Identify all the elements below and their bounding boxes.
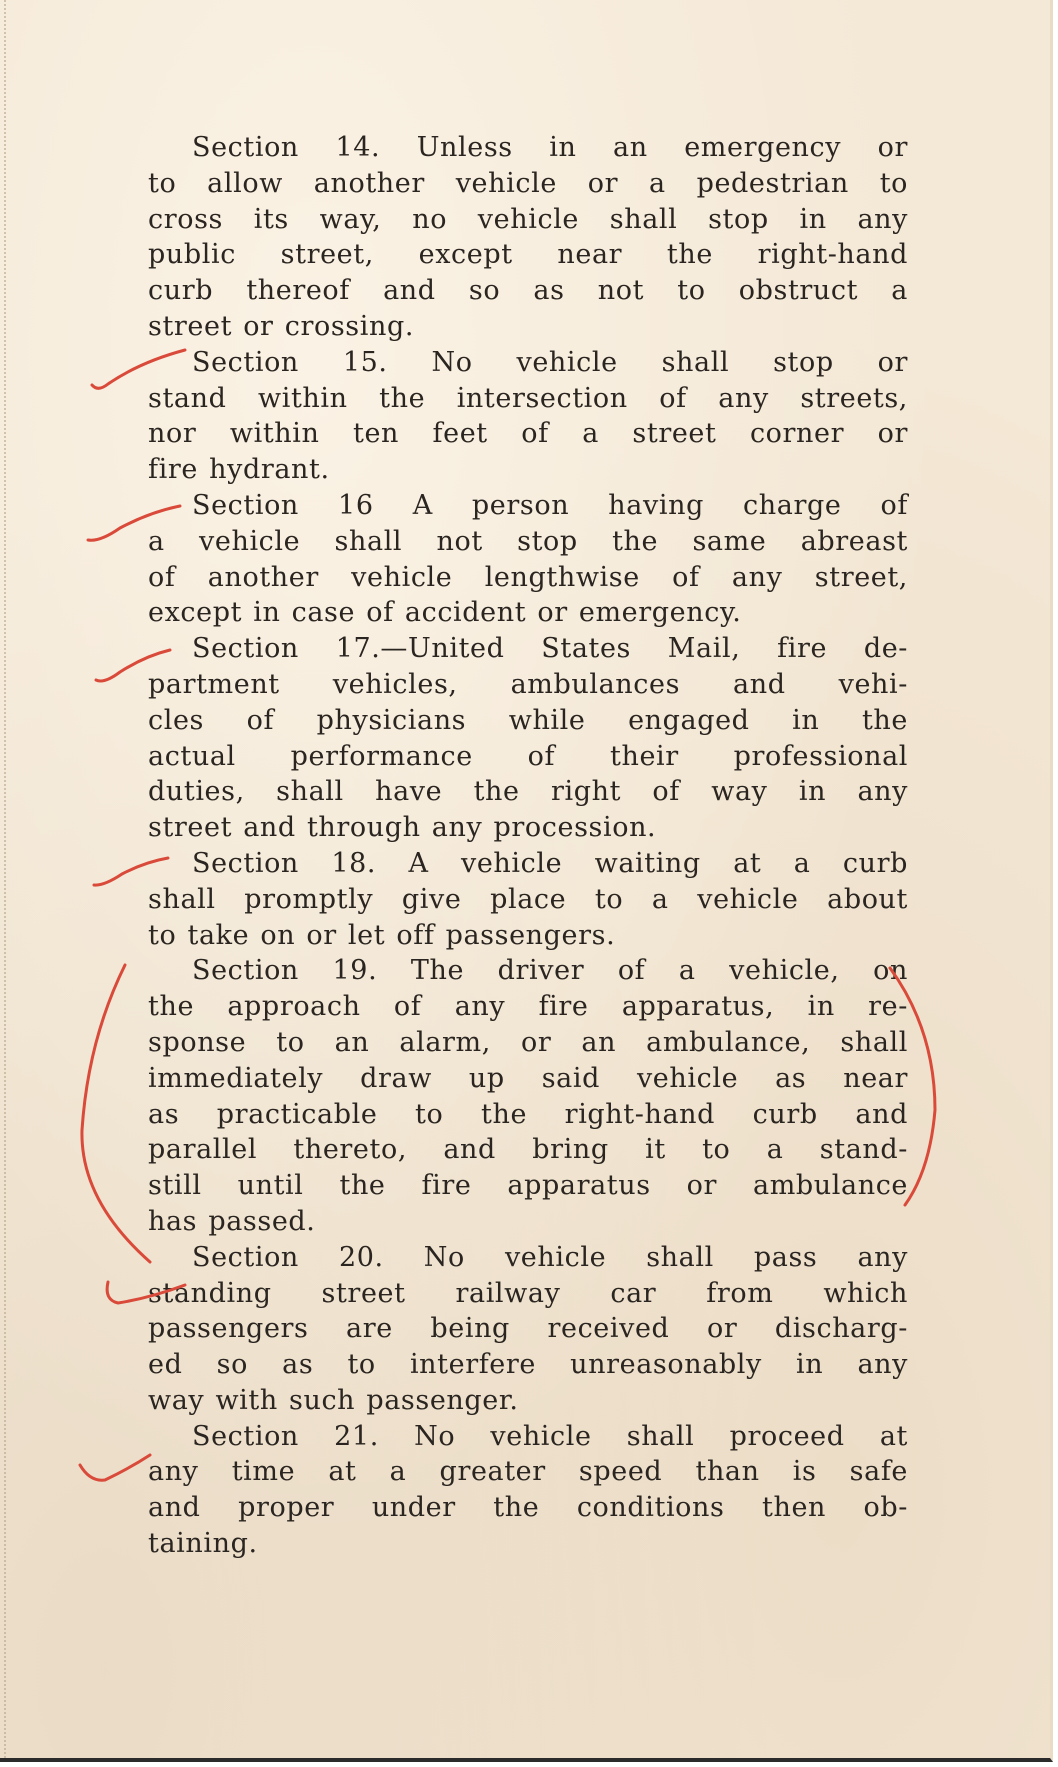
text-line: duties, shall have the right of way in any bbox=[148, 776, 908, 808]
text-line: has passed. bbox=[148, 1205, 316, 1237]
text-line: passengers are being received or discharg- bbox=[148, 1313, 908, 1345]
text-line: as practicable to the right-hand curb and bbox=[148, 1098, 908, 1130]
text-line: parallel thereto, and bring it to a stand- bbox=[148, 1134, 908, 1166]
text-line: taining. bbox=[148, 1528, 258, 1560]
check-mark-icon bbox=[80, 1455, 150, 1480]
section-14-heading-line: Section 14. Unless in an emergency or bbox=[192, 132, 908, 163]
section-15-heading-line: Section 15. No vehicle shall stop or bbox=[192, 346, 908, 378]
text-line: and proper under the conditions then ob- bbox=[148, 1492, 908, 1524]
text-line: street and through any procession. bbox=[148, 812, 657, 844]
left-bracket-icon bbox=[82, 965, 150, 1262]
text-line: any time at a greater speed than is safe bbox=[148, 1456, 908, 1488]
text-line: still until the fire apparatus or ambulance bbox=[148, 1170, 908, 1202]
text-line: fire hydrant. bbox=[148, 454, 330, 486]
text-line: shall promptly give place to a vehicle about bbox=[148, 883, 908, 915]
text-line: standing street railway car from which bbox=[148, 1277, 908, 1309]
text-line: partment vehicles, ambulances and vehi- bbox=[148, 668, 908, 700]
text-line: of another vehicle lengthwise of any street, bbox=[148, 561, 908, 593]
section-21-heading-line: Section 21. No vehicle shall proceed at bbox=[192, 1420, 908, 1452]
section-18-heading-line: Section 18. A vehicle waiting at a curb bbox=[192, 847, 908, 879]
perforated-edge bbox=[4, 0, 11, 1758]
text-line: a vehicle shall not stop the same abreast bbox=[148, 525, 908, 557]
section-17-heading-line: Section 17.—United States Mail, fire de- bbox=[192, 633, 908, 665]
text-line: curb thereof and so as not to obstruct a bbox=[148, 275, 908, 307]
section-20-heading-line: Section 20. No vehicle shall pass any bbox=[192, 1241, 908, 1273]
text-line: except in case of accident or emergency. bbox=[148, 597, 742, 629]
text-line: the approach of any fire apparatus, in re- bbox=[148, 991, 908, 1023]
text-line: actual performance of their professional bbox=[148, 740, 908, 772]
text-line: cles of physicians while engaged in the bbox=[148, 704, 908, 736]
text-line: stand within the intersection of any streets, bbox=[148, 382, 908, 414]
text-line: ed so as to interfere unreasonably in any bbox=[148, 1349, 908, 1381]
text-line: to allow another vehicle or a pedestrian to bbox=[148, 167, 908, 199]
text-line: cross its way, no vehicle shall stop in any bbox=[148, 203, 908, 235]
ordinance-text bbox=[148, 130, 908, 1562]
text-line: nor within ten feet of a street corner or bbox=[148, 418, 908, 450]
text-line: way with such passenger. bbox=[148, 1384, 519, 1416]
text-line: immediately draw up said vehicle as near bbox=[148, 1062, 908, 1094]
section-16-heading-line: Section 16 A person having charge of bbox=[192, 489, 908, 521]
text-line: street or crossing. bbox=[148, 310, 415, 342]
section-19-heading-line: Section 19. The driver of a vehicle, on bbox=[192, 955, 908, 987]
text-line: to take on or let off passengers. bbox=[148, 919, 616, 951]
text-line: public street, except near the right-hand bbox=[148, 239, 908, 271]
text-line: sponse to an alarm, or an ambulance, shall bbox=[148, 1026, 908, 1058]
